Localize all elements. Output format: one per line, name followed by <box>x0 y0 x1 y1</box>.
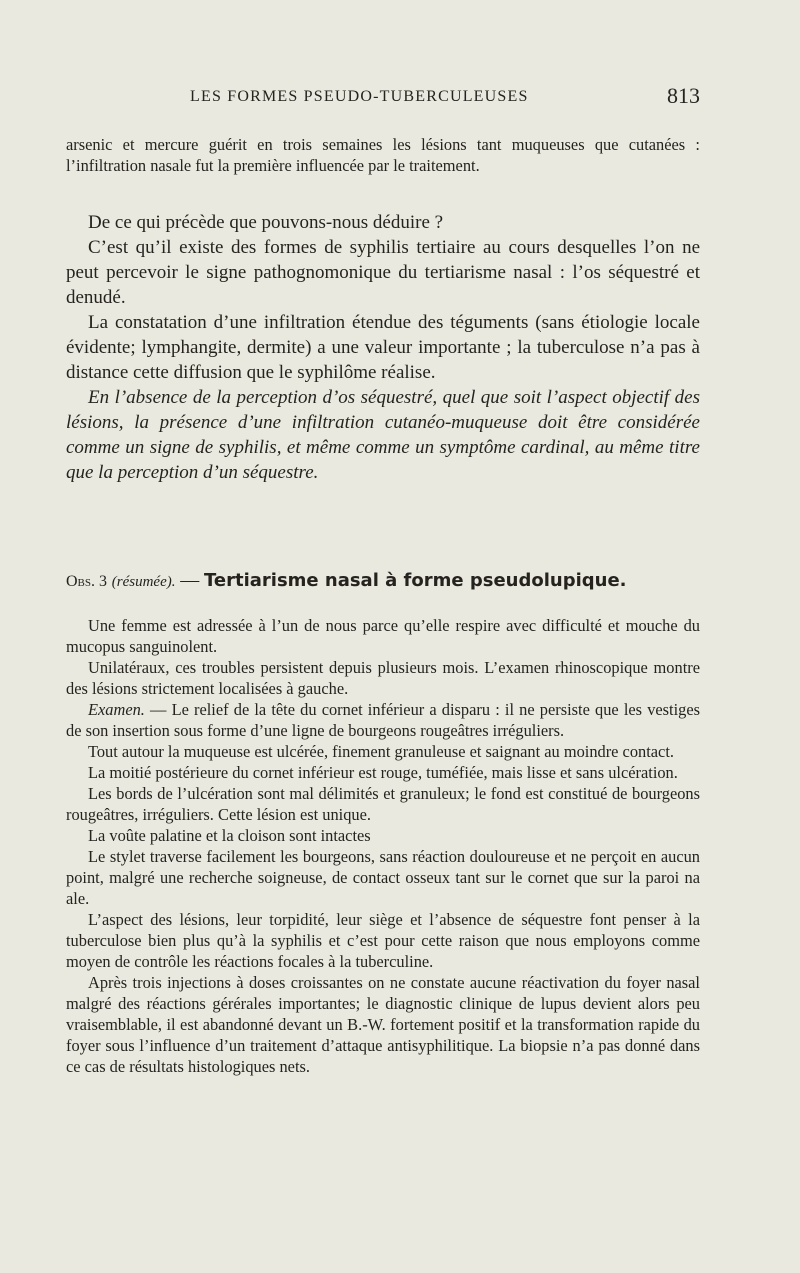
conclusion-paragraph-1: C’est qu’il existe des formes de syphilis tertiaire au cours desquelles l’on ne peut percevoir le signe pathognomonique du tertiarisme nasal : l’os séquestré et denudé. <box>66 237 700 308</box>
observation-qualifier: (résumée). <box>111 574 176 590</box>
intro-paragraph: arsenic et mercure guérit en trois semaines les lésions tant muqueuses que cutanées : l’infiltration nasale fut la première influencée par le traitement. <box>66 135 700 175</box>
intro-block <box>66 134 700 176</box>
conclusion-block <box>66 210 700 485</box>
case-paragraph-1: Une femme est adressée à l’un de nous parce qu’elle respire avec difficulté et mouche du mucopus sanguinolent. <box>66 616 700 656</box>
case-paragraph-8: Le stylet traverse facilement les bourgeons, sans réaction douloureuse et ne perçoit en aucun point, malgré une recherche soigneuse, de contact osseux tant sur le cornet que sur la paroi na ale. <box>66 847 700 908</box>
observation-title: Tertiarisme nasal à forme pseudolupique. <box>204 570 627 591</box>
observation-heading <box>66 568 700 595</box>
running-head <box>66 83 700 114</box>
running-head-title: LES FORMES PSEUDO-TUBERCULEUSES <box>190 88 529 105</box>
conclusion-paragraph-3: En l’absence de la perception d’os séquestré, quel que soit l’aspect objectif des lésions, la présence d’une infiltration cutanéo-muqueuse doit être considérée comme un signe de syphilis, et même comme un symptôme cardinal, au même titre que la perception d’un séquestre. <box>66 387 700 483</box>
case-paragraph-5: La moitié postérieure du cornet inférieur est rouge, tuméfiée, mais lisse et sans ulcération. <box>88 763 678 782</box>
case-exam-text: — Le relief de la tête du cornet inférieur a disparu : il ne persiste que les vestiges de son insertion sous forme d’une ligne de bourgeons rougeâtres irréguliers. <box>66 700 700 740</box>
conclusion-paragraph-2: La constatation d’une infiltration étendue des téguments (sans étiologie locale évidente; lymphangite, dermite) a une valeur importante ; la tuberculose n’a pas à distance cette diffusion que le syphilôme réalise. <box>66 312 700 383</box>
case-paragraph-7: La voûte palatine et la cloison sont intactes <box>88 826 371 845</box>
case-paragraph-6: Les bords de l’ulcération sont mal délimités et granuleux; le fond est constitué de bourgeons rougeâtres, irréguliers. Cette lésion est unique. <box>66 784 700 824</box>
case-paragraph-9: L’aspect des lésions, leur torpidité, leur siège et l’absence de séquestre font penser à la tuberculose bien plus qu’à la syphilis et c’est pour cette raison que nous employons comme moyen de contrôle les réactions focales à la tuberculine. <box>66 910 700 971</box>
page-number: 813 <box>667 83 700 108</box>
case-exam-lead: Examen. <box>88 700 145 719</box>
case-block <box>66 615 700 1077</box>
case-paragraph-10: Après trois injections à doses croissantes on ne constate aucune réactivation du foyer nasal malgré des réactions gérérales importantes; le diagnostic clinique de lupus devient alors peu vraisemblable, il est abandonné devant un B.-W. fortement positif et la transformation rapide du foyer sous l’influence d’un traitement d’attaque antisyphilitique. La biopsie n’a pas donné dans ce cas de résultats histologiques nets. <box>66 973 700 1076</box>
observation-label: Obs. 3 <box>66 573 108 590</box>
case-paragraph-4: Tout autour la muqueuse est ulcérée, finement granuleuse et saignant au moindre contact. <box>88 742 674 761</box>
case-paragraph-2: Unilatéraux, ces troubles persistent depuis plusieurs mois. L’examen rhinoscopique montre des lésions strictement localisées à gauche. <box>66 658 700 698</box>
observation-dash: — <box>175 570 204 591</box>
conclusion-question: De ce qui précède que pouvons-nous déduire ? <box>88 212 444 233</box>
case-paragraph-3 <box>66 699 700 741</box>
observation-heading-line <box>66 568 700 595</box>
